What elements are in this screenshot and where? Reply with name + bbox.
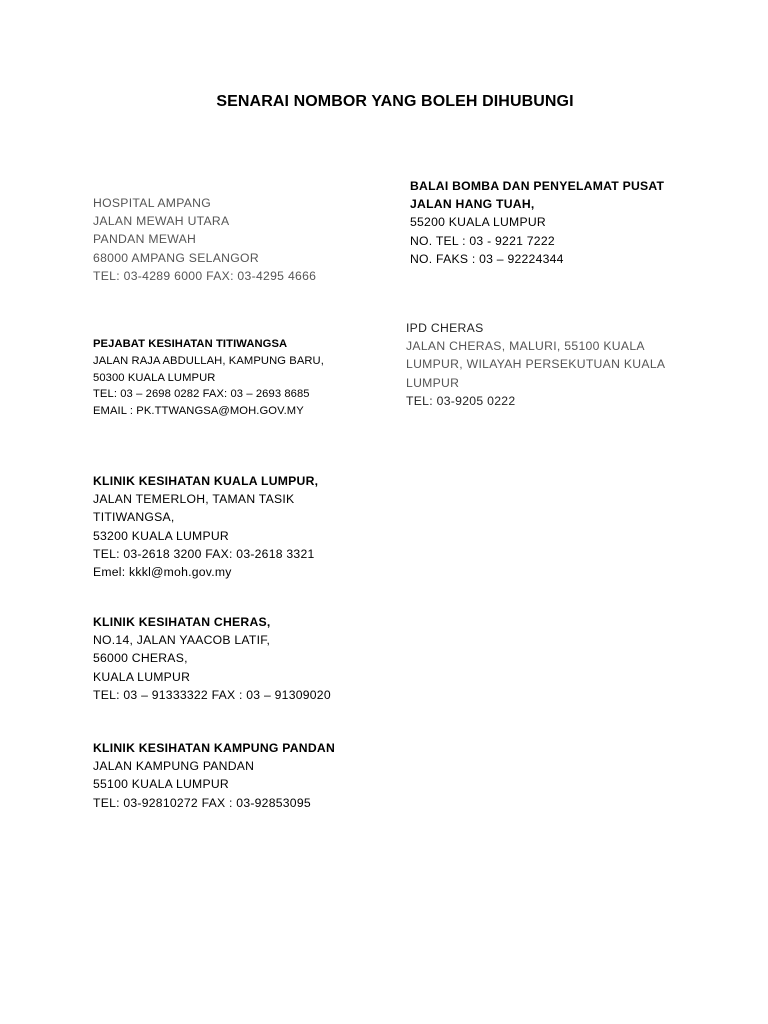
contact-line: 55200 KUALA LUMPUR	[410, 215, 546, 230]
contact-name: KLINIK KESIHATAN KUALA LUMPUR,	[93, 474, 319, 488]
contact-pejabat-kesihatan-titiwangsa	[93, 336, 324, 420]
page-title: SENARAI NOMBOR YANG BOLEH DIHUBUNGI	[216, 93, 574, 110]
contact-line: 56000 CHERAS,	[93, 651, 188, 666]
contact-line: LUMPUR	[406, 375, 460, 390]
contact-line: 55100 KUALA LUMPUR	[93, 777, 229, 792]
contact-line: 53200 KUALA LUMPUR	[93, 528, 229, 543]
contact-klinik-kesihatan-cheras	[93, 613, 331, 704]
contact-line: 50300 KUALA LUMPUR	[93, 371, 216, 384]
contact-line: LUMPUR, WILAYAH PERSEKUTUAN KUALA	[406, 357, 666, 372]
contact-name: KLINIK KESIHATAN CHERAS,	[93, 615, 271, 629]
contact-line: 68000 AMPANG SELANGOR	[93, 250, 259, 265]
contact-line: JALAN MEWAH UTARA	[93, 214, 230, 229]
contact-name: IPD CHERAS	[406, 321, 484, 335]
contact-name: KLINIK KESIHATAN KAMPUNG PANDAN	[93, 741, 336, 755]
contact-name: BALAI BOMBA DAN PENYELAMAT PUSAT	[410, 179, 665, 193]
contact-line: JALAN CHERAS, MALURI, 55100 KUALA	[406, 339, 645, 354]
contact-line: KUALA LUMPUR	[93, 669, 191, 684]
contact-phone: TEL: 03-92810272 FAX : 03-92853095	[93, 795, 311, 810]
contact-line: JALAN TEMERLOH, TAMAN TASIK	[93, 492, 295, 507]
contact-phone: TEL: 03 – 91333322 FAX : 03 – 91309020	[93, 687, 331, 702]
contact-fax: NO. FAKS : 03 – 92224344	[410, 251, 564, 266]
contact-phone: NO. TEL : 03 - 9221 7222	[410, 233, 555, 248]
contact-email: EMAIL : PK.TTWANGSA@MOH.GOV.MY	[93, 405, 304, 418]
contact-line: NO.14, JALAN YAACOB LATIF,	[93, 633, 271, 648]
contact-name: HOSPITAL AMPANG	[93, 196, 212, 210]
contact-line: JALAN HANG TUAH,	[410, 197, 535, 212]
contact-hospital-ampang	[93, 194, 316, 285]
contact-line: TITIWANGSA,	[93, 510, 175, 525]
contact-line: PANDAN MEWAH	[93, 232, 197, 247]
contact-ipd-cheras	[406, 319, 665, 410]
contact-line: JALAN KAMPUNG PANDAN	[93, 759, 255, 774]
contact-klinik-kesihatan-kuala-lumpur	[93, 472, 318, 581]
contact-phone: TEL: 03-2618 3200 FAX: 03-2618 3321	[93, 546, 315, 561]
contact-klinik-kesihatan-kampung-pandan	[93, 739, 335, 812]
contact-phone: TEL: 03-4289 6000 FAX: 03-4295 4666	[93, 268, 317, 283]
contact-line: JALAN RAJA ABDULLAH, KAMPUNG BARU,	[93, 354, 324, 367]
contact-phone: TEL: 03-9205 0222	[406, 393, 516, 408]
contact-balai-bomba	[410, 177, 664, 268]
contact-email: Emel: kkkl@moh.gov.my	[93, 565, 232, 580]
contact-name: PEJABAT KESIHATAN TITIWANGSA	[93, 338, 288, 350]
contact-phone: TEL: 03 – 2698 0282 FAX: 03 – 2693 8685	[93, 388, 310, 401]
